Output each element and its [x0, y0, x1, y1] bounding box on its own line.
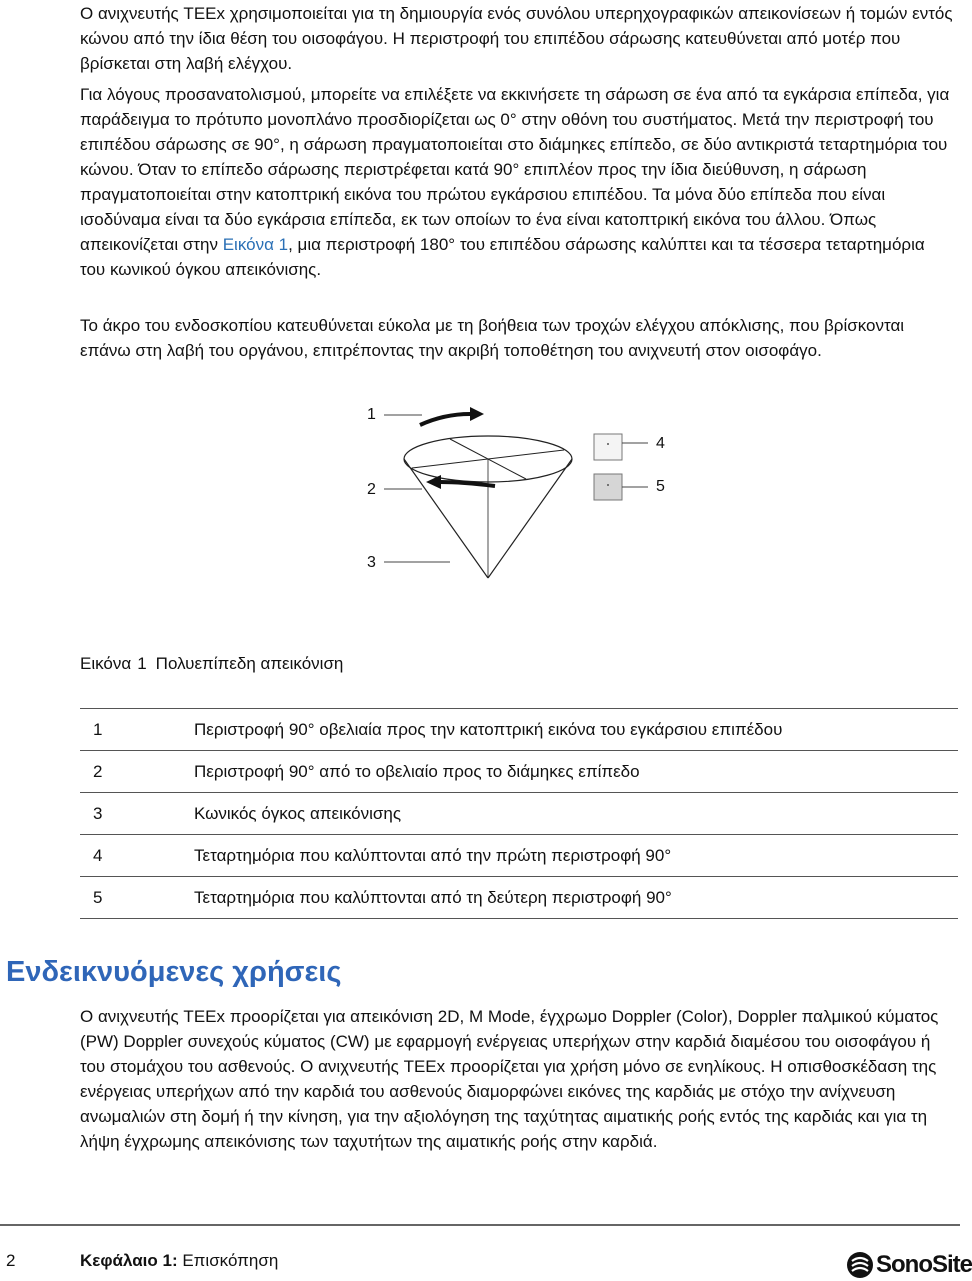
- rotation-arrow-2: [440, 482, 495, 486]
- legend-row: [80, 751, 958, 793]
- page-number: 2: [6, 1251, 16, 1270]
- legend-row: [80, 835, 958, 877]
- figure-caption-number: 1: [137, 654, 147, 673]
- footer-divider: [0, 1224, 960, 1226]
- section-heading: Ενδεικνυόμενες χρήσεις: [6, 956, 342, 988]
- quadrant-swatch-4: [594, 434, 622, 460]
- footer-chapter-title: Επισκόπηση: [182, 1251, 279, 1270]
- legend-text: Τεταρτημόρια που καλύπτονται από τη δεύτερη περιστροφή 90°: [194, 888, 672, 907]
- paragraph-orientation: [80, 82, 954, 282]
- multiplane-imaging-figure: [330, 398, 710, 588]
- figure-legend-table: [80, 708, 958, 919]
- figure-1-link[interactable]: Εικόνα 1: [222, 235, 289, 254]
- callout-1: 1: [367, 406, 376, 423]
- sonosite-logo-icon: [846, 1250, 876, 1280]
- legend-number: 3: [93, 804, 103, 823]
- figure-caption-title: Πολυεπίπεδη απεικόνιση: [155, 654, 344, 673]
- callout-3: 3: [367, 554, 376, 571]
- sonosite-logo: [846, 1250, 972, 1280]
- legend-text: Τεταρτημόρια που καλύπτονται από την πρώτη περιστροφή 90°: [194, 846, 672, 865]
- legend-row: [80, 877, 958, 919]
- legend-number: 4: [93, 846, 103, 865]
- footer-chapter: [80, 1250, 278, 1272]
- rotation-arrow-1: [420, 414, 470, 425]
- sonosite-logo-text: SonoSite: [876, 1251, 972, 1278]
- callout-2: 2: [367, 481, 376, 498]
- footer-chapter-label: Κεφάλαιο 1:: [80, 1251, 178, 1270]
- callout-4: 4: [656, 435, 665, 452]
- legend-number: 5: [93, 888, 103, 907]
- callout-5: 5: [656, 478, 665, 495]
- paragraph-endoscope-tip: Το άκρο του ενδοσκοπίου κατευθύνεται εύκολα με τη βοήθεια των τροχών ελέγχου απόκλισης, που βρίσκονται επάνω στη λαβή του οργάνου, επιτρέποντας την ακριβή τοποθέτηση του ανιχνευτή στον οισοφάγο.: [80, 316, 905, 360]
- paragraph-orientation-text: Για λόγους προσανατολισμού, μπορείτε να επιλέξετε να εκκινήσετε τη σάρωση σε ένα από τα εγκάρσια επίπεδα, για παράδειγμα το πρότυπο μονοπλάνο προσδιορίζεται ως 0° στην οθόνη του συστήματος. Μετά την περιστροφή του επιπέδου σάρωσης σε 90°, η σάρωση πραγματοποιείται στο διάμηκες επίπεδο, σε δύο αντικριστά τεταρτημόρια του κώνου. Όταν το επίπεδο σάρωσης περιστρέφεται κατά 90° επιπλέον προς την ίδια διεύθυνση, η σάρωση πραγματοποιείται στην κατοπτρική εικόνα του πρώτου εγκάρσιου επιπέδου. Τα μόνα δύο επίπεδα που είναι ισοδύναμα είναι τα δύο εγκάρσια επίπεδα, εκ των οποίων το ένα είναι κατοπτρική εικόνα του άλλου. Όπως απεικονίζεται στην: [80, 85, 950, 254]
- paragraph-orientation-text-end: , μια περιστροφή 180° του επιπέδου σάρωσης καλύπτει και τα τέσσερα τεταρτημόρια του κωνικού όγκου απεικόνισης.: [80, 235, 925, 279]
- legend-number: 2: [93, 762, 103, 781]
- legend-row: [80, 709, 958, 751]
- legend-text: Κωνικός όγκος απεικόνισης: [194, 804, 402, 823]
- figure-caption-label: Εικόνα: [80, 654, 132, 673]
- quadrant-swatch-5: [594, 474, 622, 500]
- rotation-arrow-1-head: [470, 407, 484, 421]
- cone-diagram: [330, 398, 710, 588]
- legend-number: 1: [93, 720, 103, 739]
- legend-text: Περιστροφή 90° από το οβελιαίο προς το διάμηκες επίπεδο: [194, 762, 640, 781]
- legend-row: [80, 793, 958, 835]
- legend-text: Περιστροφή 90° οβελιαία προς την κατοπτρική εικόνα του εγκάρσιου επιπέδου: [194, 720, 783, 739]
- figure-caption: [80, 652, 343, 676]
- paragraph-probe-description: Ο ανιχνευτής TEEx χρησιμοποιείται για τη δημιουργία ενός συνόλου υπερηχογραφικών απεικονίσεων ή τομών εντός κώνου από την ίδια θέση του οισοφάγου. Η περιστροφή του επιπέδου σάρωσης κατευθύνεται από μοτέρ που βρίσκεται στη λαβή ελέγχου.: [80, 4, 953, 73]
- paragraph-indications: Ο ανιχνευτής TEEx προορίζεται για απεικόνιση 2D, M Mode, έγχρωμο Doppler (Color), Doppler παλμικού κύματος (PW) Doppler συνεχούς κύματος (CW) με εφαρμογή ενέργειας υπερήχων στην καρδιά διαμέσου του οισοφάγου ή του στομάχου του ασθενούς. Ο ανιχνευτής TEEx προορίζεται για χρήση μόνο σε ενηλίκους. Η οπισθοσκέδαση της ενέργειας υπερήχων από την καρδιά του ασθενούς διαμορφώνει εικόνες της καρδιάς με στόχο την ανίχνευση ανωμαλιών στη δομή ή την κίνηση, για την αξιολόγηση της ταχύτητας αιματικής ροής εντός της καρδιάς και για τη λήψη έγχρωμης απεικόνισης των ταχυτήτων της αιματικής ροής στην καρδιά.: [80, 1007, 939, 1151]
